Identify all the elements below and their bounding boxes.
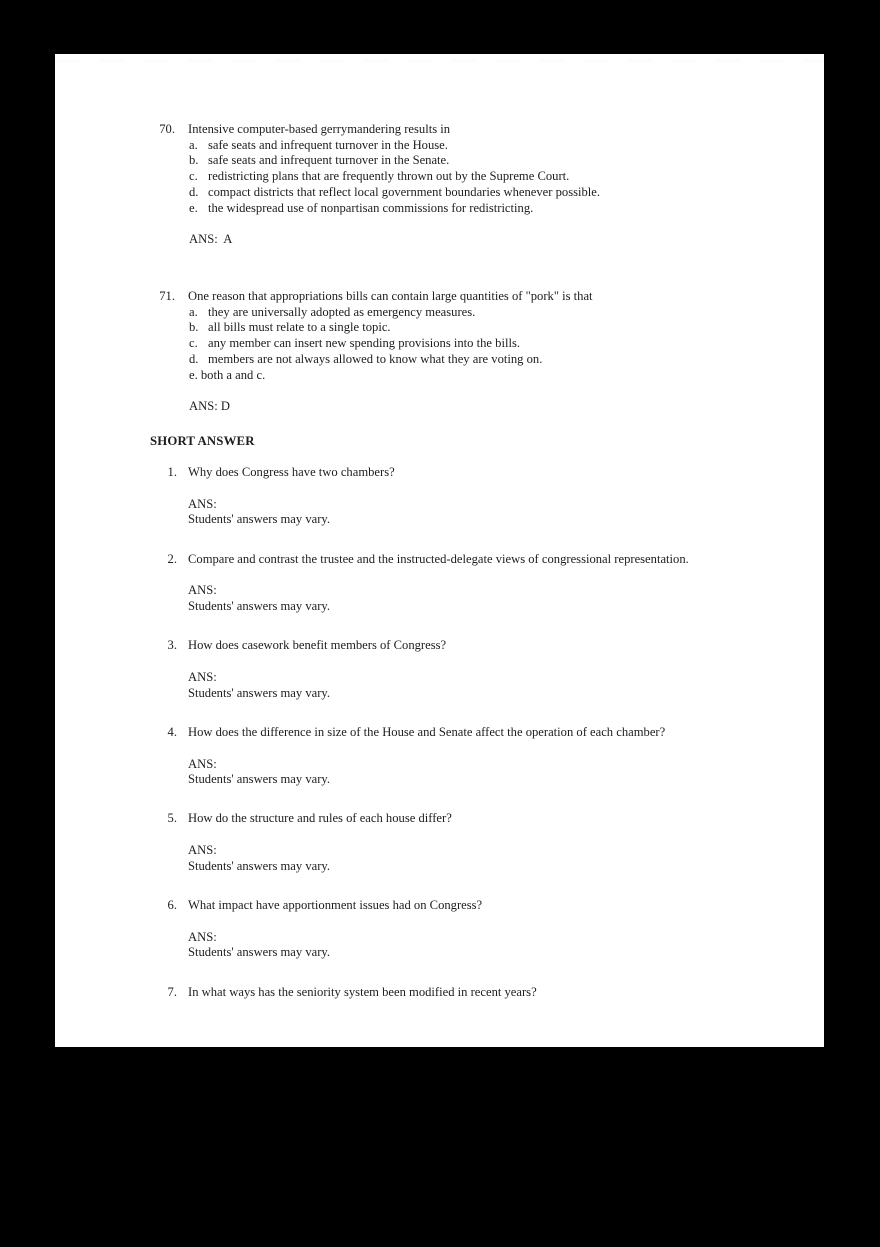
short-answer-item (55, 898, 824, 961)
option-text: they are universally adopted as emergency measures. (208, 304, 476, 319)
short-answer-question-line (55, 898, 824, 914)
short-answer-item (55, 552, 824, 615)
multiple-choice-question-70 (55, 122, 824, 248)
answer-label: ANS: (188, 929, 217, 944)
short-answer-item (55, 985, 824, 1001)
option-text: compact districts that reflect local government boundaries whenever possible. (208, 184, 601, 199)
answer-label: ANS: (188, 843, 217, 858)
option-letter: b. (189, 153, 199, 168)
short-answer-item (55, 725, 824, 788)
option-text: redistricting plans that are frequently thrown out by the Supreme Court. (208, 169, 570, 184)
short-answer-list (55, 465, 824, 1024)
option-text: safe seats and infrequent turnover in the House. (208, 137, 448, 152)
short-answer-item (55, 811, 824, 874)
short-answer-question: How do the structure and rules of each house differ? (188, 811, 452, 826)
option-item[interactable] (55, 185, 824, 201)
answer-line: ANS: D (189, 398, 230, 413)
short-answer-question-line (55, 465, 824, 481)
option-item[interactable] (55, 153, 824, 169)
short-answer-answer-block (55, 583, 824, 614)
short-answer-answer-block (55, 757, 824, 788)
option-letter: d. (189, 351, 199, 366)
short-answer-question: Compare and contrast the trustee and the instructed-delegate views of congressional representation. (188, 551, 689, 566)
question-stem-line (55, 122, 824, 138)
option-letter: a. (189, 304, 198, 319)
short-answer-answer-block (55, 670, 824, 701)
short-answer-number: 4. (167, 724, 177, 739)
short-answer-question-line (55, 985, 824, 1001)
option-item[interactable] (55, 138, 824, 154)
short-answer-number: 2. (167, 551, 177, 566)
answer-label: ANS: (188, 669, 217, 684)
option-item[interactable] (55, 320, 824, 336)
answer-line: ANS: A (189, 231, 233, 246)
question-stem: Intensive computer-based gerrymandering results in (188, 122, 451, 136)
option-item[interactable] (55, 169, 824, 185)
short-answer-question: Why does Congress have two chambers? (188, 465, 395, 479)
answer-text: Students' answers may vary. (188, 599, 331, 614)
option-text: any member can insert new spending provisions into the bills. (208, 336, 520, 351)
short-answer-question-line (55, 811, 824, 827)
short-answer-item (55, 465, 824, 528)
option-text: e. both a and c. (189, 367, 266, 382)
short-answer-item (55, 638, 824, 701)
answer-text: Students' answers may vary. (188, 512, 331, 527)
short-answer-question: How does casework benefit members of Congress? (188, 638, 447, 653)
document-page (55, 54, 824, 1047)
answer-text: Students' answers may vary. (188, 772, 331, 787)
short-answer-question-line (55, 725, 824, 741)
option-list (55, 138, 824, 217)
scan-artifact-line (55, 59, 824, 63)
answer-label: ANS: (188, 756, 217, 771)
option-item[interactable] (55, 201, 824, 217)
question-stem-line (55, 289, 824, 305)
section-heading-short-answer: SHORT ANSWER (150, 434, 255, 448)
short-answer-question: In what ways has the seniority system been modified in recent years? (188, 984, 537, 999)
short-answer-number: 7. (167, 984, 177, 999)
answer-text: Students' answers may vary. (188, 685, 331, 700)
question-number: 70. (159, 122, 175, 136)
option-item[interactable] (55, 305, 824, 321)
option-letter: d. (189, 184, 199, 199)
question-number: 71. (159, 289, 175, 303)
short-answer-question-line (55, 552, 824, 568)
option-letter: a. (189, 137, 198, 152)
option-text: the widespread use of nonpartisan commissions for redistricting. (208, 200, 534, 215)
option-letter: c. (189, 336, 198, 351)
short-answer-number: 1. (167, 465, 177, 479)
option-text: safe seats and infrequent turnover in the Senate. (208, 153, 450, 168)
answer-text: Students' answers may vary. (188, 945, 331, 960)
short-answer-number: 3. (167, 638, 177, 653)
option-item-e[interactable] (55, 368, 824, 384)
answer-label: ANS: (188, 583, 217, 598)
answer-label: ANS: (188, 496, 217, 511)
option-text: all bills must relate to a single topic. (208, 320, 391, 335)
short-answer-question: How does the difference in size of the House and Senate affect the operation of each chamber? (188, 724, 666, 739)
option-list (55, 305, 824, 384)
option-text: members are not always allowed to know what they are voting on. (208, 351, 543, 366)
short-answer-question-line (55, 638, 824, 654)
answer-text: Students' answers may vary. (188, 858, 331, 873)
short-answer-answer-block (55, 497, 824, 528)
option-item[interactable] (55, 352, 824, 368)
question-stem: One reason that appropriations bills can contain large quantities of "pork" is that (188, 289, 593, 303)
multiple-choice-question-71 (55, 289, 824, 415)
short-answer-number: 6. (167, 898, 177, 913)
short-answer-answer-block (55, 843, 824, 874)
short-answer-question: What impact have apportionment issues had on Congress? (188, 898, 483, 913)
short-answer-answer-block (55, 930, 824, 961)
option-item[interactable] (55, 336, 824, 352)
option-letter: b. (189, 320, 199, 335)
short-answer-number: 5. (167, 811, 177, 826)
option-letter: c. (189, 169, 198, 184)
option-letter: e. (189, 200, 198, 215)
